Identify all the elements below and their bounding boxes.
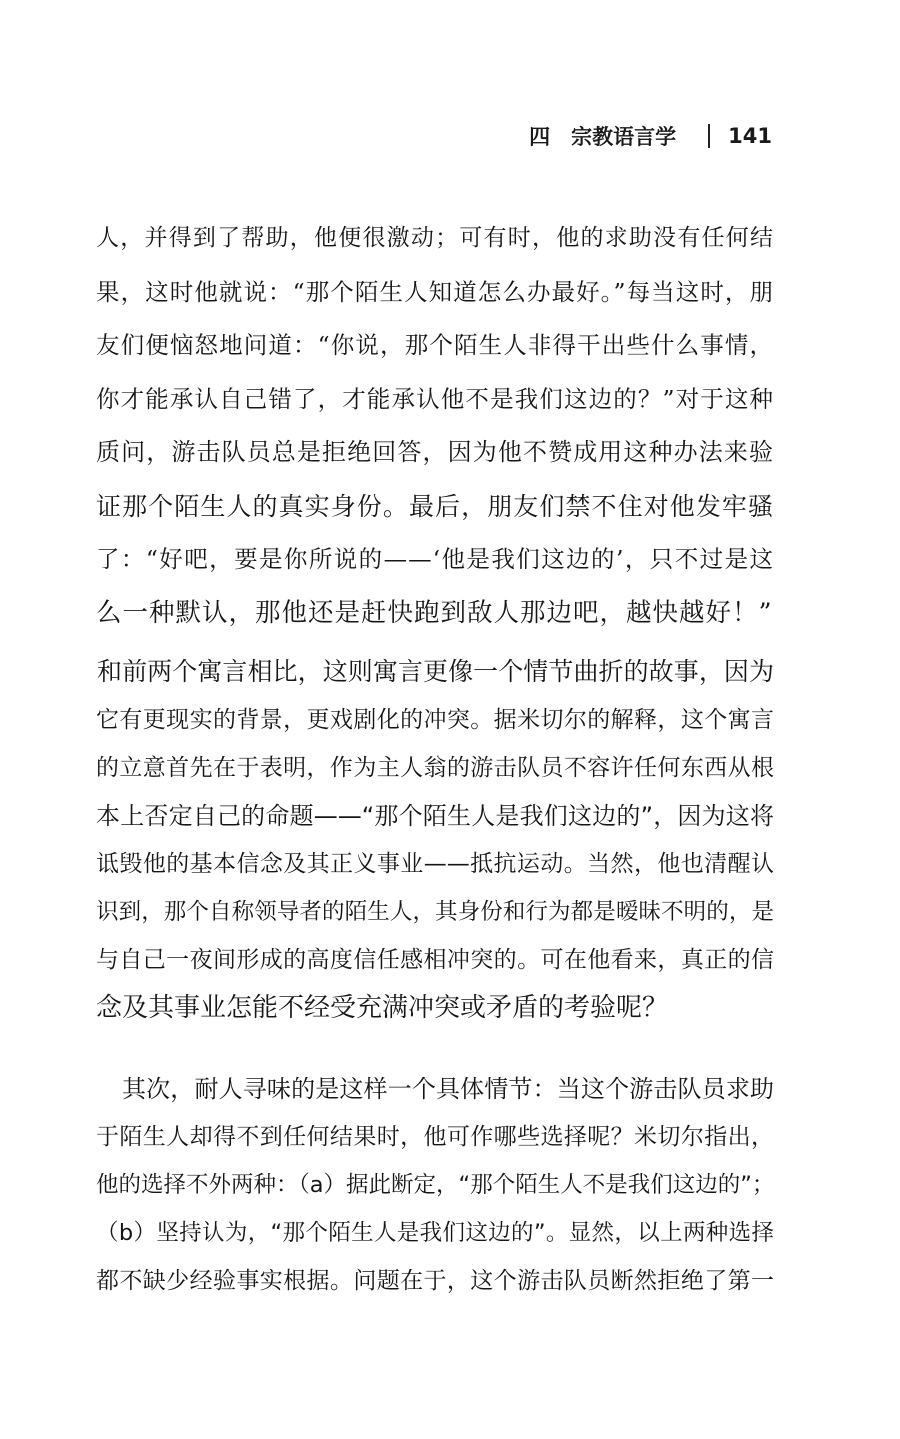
header-divider	[708, 124, 710, 148]
text-line: 果，这时他就说：“那个陌生人知道怎么办最好。”每当这时，朋	[96, 277, 774, 306]
body-paragraph-2	[96, 1065, 774, 1305]
text-line: 其次，耐人寻味的是这样一个具体情节：当这个游击队员求助	[122, 1075, 774, 1103]
text-line: 友们便恼怒地问道：“你说，那个陌生人非得干出些什么事情，	[96, 331, 774, 359]
text-line: 他的选择不外两种：（a）据此断定，“那个陌生人不是我们这边的”；	[96, 1172, 774, 1198]
text-line: 人，并得到了帮助，他便很激动；可有时，他的求助没有任何结	[96, 225, 774, 251]
text-line: 本上否定自己的命题——“那个陌生人是我们这边的”，因为这将	[96, 802, 774, 830]
chapter-title: 四 宗教语言学	[529, 125, 677, 149]
text-line: 证那个陌生人的真实身份。最后，朋友们禁不住对他发牢骚	[96, 491, 774, 521]
text-line: 了：“好吧，要是你所说的——‘他是我们这边的’，只不过是这	[96, 545, 774, 573]
text-line: 和前两个寓言相比，这则寓言更像一个情节曲折的故事，因为	[97, 657, 774, 686]
text-line: 与自己一夜间形成的高度信任感相冲突的。可在他看来，真正的信	[96, 947, 774, 973]
text-line: 它有更现实的背景，更戏剧化的冲突。据米切尔的解释，这个寓言	[96, 707, 774, 733]
text-line: 你才能承认自己错了，才能承认他不是我们这边的？”对于这种	[96, 384, 774, 413]
text-line: 于陌生人却得不到任何结果时，他可作哪些选择呢？米切尔指出，	[96, 1124, 774, 1150]
page-number: 141	[728, 124, 772, 148]
quoted-fable-paragraph	[96, 212, 774, 640]
text-line: 诋毁他的基本信念及其正义事业——抵抗运动。当然，他也清醒认	[96, 851, 774, 877]
text-line: 念及其事业怎能不经受充满冲突或矛盾的考验呢？	[96, 993, 669, 1023]
body-paragraph-1	[96, 648, 774, 1032]
text-line: 的立意首先在于表明，作为主人翁的游击队员不容许任何东西从根	[96, 755, 774, 781]
running-header	[529, 119, 772, 153]
text-line: （b）坚持认为，“那个陌生人是我们这边的”。显然，以上两种选择	[96, 1220, 774, 1246]
text-line: 识到，那个自称领导者的陌生人，其身份和行为都是暧昧不明的，是	[96, 899, 774, 925]
text-line: 质问，游击队员总是拒绝回答，因为他不赞成用这种办法来验	[96, 438, 774, 466]
text-line: 么一种默认，那他还是赶快跑到敌人那边吧，越快越好！”	[96, 597, 773, 628]
text-line: 都不缺少经验事实根据。问题在于，这个游击队员断然拒绝了第一	[96, 1268, 774, 1294]
